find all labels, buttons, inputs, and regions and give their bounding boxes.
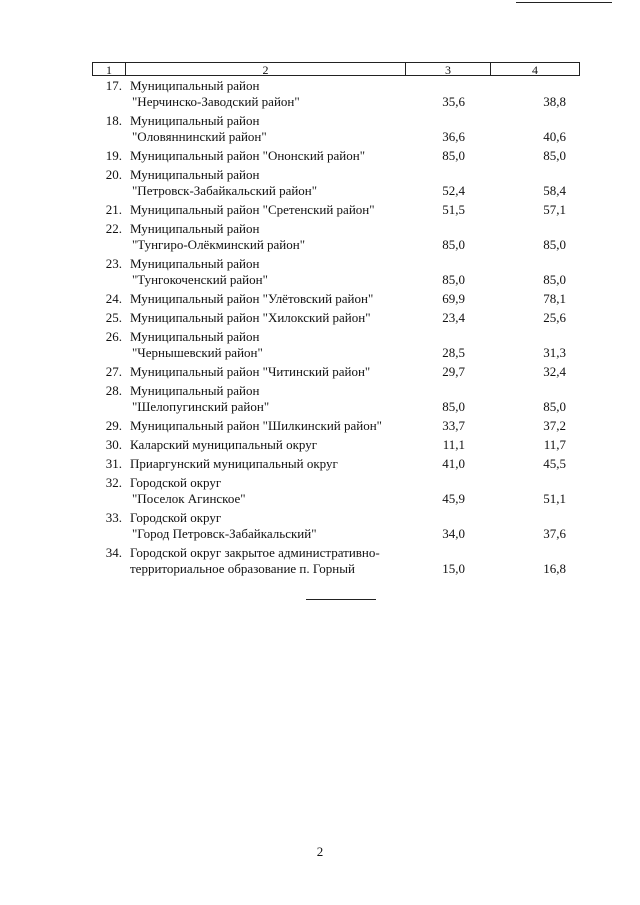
row-name <box>130 475 410 507</box>
row-name-line: Муниципальный район <box>130 256 260 271</box>
table-row <box>92 256 580 288</box>
table-row <box>92 437 580 453</box>
row-name-line: Муниципальный район <box>130 329 260 344</box>
row-value-col3: 11,1 <box>442 437 465 452</box>
row-name-line: Городской округ закрытое административно- <box>130 545 380 560</box>
row-value-col4: 85,0 <box>543 237 566 252</box>
row-value-col4: 58,4 <box>543 183 566 198</box>
table-row <box>92 329 580 361</box>
row-value-col4: 85,0 <box>543 399 566 414</box>
table-row <box>92 78 580 110</box>
row-name-line: "Чернышевский район" <box>132 345 263 360</box>
row-name <box>130 167 410 199</box>
row-name-line: Муниципальный район "Хилокский район" <box>130 310 371 325</box>
row-number: 20. <box>105 167 122 182</box>
row-number: 26. <box>105 329 122 344</box>
row-value-col4: 45,5 <box>543 456 566 471</box>
row-name-line: "Петровск-Забайкальский район" <box>132 183 318 198</box>
row-name-line: Городской округ <box>130 475 222 490</box>
row-value-col3: 69,9 <box>442 291 465 306</box>
row-name <box>130 113 410 145</box>
table-row <box>92 364 580 380</box>
row-value-col4: 37,6 <box>543 526 566 541</box>
row-value-col3: 41,0 <box>442 456 465 471</box>
table-row <box>92 475 580 507</box>
row-number: 31. <box>105 456 122 471</box>
row-value-col3: 34,0 <box>442 526 465 541</box>
row-value-col4: 31,3 <box>543 345 566 360</box>
row-value-col3: 45,9 <box>442 491 465 506</box>
row-name <box>130 364 410 380</box>
row-name-line: Муниципальный район <box>130 221 260 236</box>
page-number: 2 <box>316 844 324 859</box>
table-row <box>92 291 580 307</box>
row-name-line: Муниципальный район "Шилкинский район" <box>130 418 382 433</box>
header-col-4: 4 <box>532 63 538 77</box>
table-row <box>92 148 580 164</box>
row-number: 32. <box>105 475 122 490</box>
row-value-col3: 85,0 <box>442 148 465 163</box>
row-number: 23. <box>105 256 122 271</box>
header-col-3: 3 <box>406 63 491 75</box>
row-number: 25. <box>105 310 122 325</box>
table-row <box>92 113 580 145</box>
row-name <box>130 291 410 307</box>
row-value-col4: 85,0 <box>543 148 566 163</box>
row-value-col4: 57,1 <box>543 202 566 217</box>
row-number: 21. <box>105 202 122 217</box>
row-number: 17. <box>105 78 122 93</box>
row-name <box>130 383 410 415</box>
row-name-line: Муниципальный район "Сретенский район" <box>130 202 375 217</box>
top-rule <box>516 2 612 3</box>
row-name-line: "Тунгокоченский район" <box>132 272 268 287</box>
row-name-line: Каларский муниципальный округ <box>130 437 318 452</box>
table-row <box>92 545 580 577</box>
row-name-line: "Поселок Агинское" <box>132 491 246 506</box>
table-row <box>92 383 580 415</box>
row-name-line: "Шелопугинский район" <box>132 399 270 414</box>
row-name-line: Приаргунский муниципальный округ <box>130 456 338 471</box>
table-header <box>92 62 580 76</box>
row-name <box>130 418 410 434</box>
header-col-1: 1 <box>93 63 126 75</box>
row-number: 30. <box>105 437 122 452</box>
row-name-line: Городской округ <box>130 510 222 525</box>
row-number: 24. <box>105 291 122 306</box>
row-name <box>130 256 410 288</box>
row-name-line: "Оловяннинский район" <box>132 129 267 144</box>
row-name <box>130 221 410 253</box>
row-number: 22. <box>105 221 122 236</box>
row-name-line: Муниципальный район <box>130 167 260 182</box>
row-name <box>130 78 410 110</box>
table-row <box>92 418 580 434</box>
row-name <box>130 310 410 326</box>
row-name-line: Муниципальный район "Улётовский район" <box>130 291 374 306</box>
row-value-col3: 36,6 <box>442 129 465 144</box>
row-name-line: Муниципальный район <box>130 78 260 93</box>
table-row <box>92 167 580 199</box>
row-name-line: территориальное образование п. Горный <box>130 561 355 576</box>
row-name <box>130 510 410 542</box>
row-name-line: Муниципальный район "Читинский район" <box>130 364 371 379</box>
row-value-col3: 85,0 <box>442 399 465 414</box>
row-name <box>130 456 410 472</box>
table-row <box>92 221 580 253</box>
row-name-line: Муниципальный район <box>130 113 260 128</box>
row-number: 33. <box>105 510 122 525</box>
row-name-line: Муниципальный район "Ононский район" <box>130 148 366 163</box>
header-col-2: 2 <box>126 63 406 75</box>
row-number: 27. <box>105 364 122 379</box>
row-value-col4: 78,1 <box>543 291 566 306</box>
row-name <box>130 202 410 218</box>
row-value-col4: 40,6 <box>543 129 566 144</box>
row-name <box>130 437 410 453</box>
row-value-col3: 85,0 <box>442 272 465 287</box>
row-value-col4: 11,7 <box>543 437 566 452</box>
row-value-col3: 85,0 <box>442 237 465 252</box>
row-number: 28. <box>105 383 122 398</box>
row-value-col3: 51,5 <box>442 202 465 217</box>
row-value-col4: 25,6 <box>543 310 566 325</box>
end-rule <box>306 599 376 600</box>
table-row <box>92 202 580 218</box>
row-name-line: "Нерчинско-Заводский район" <box>132 94 300 109</box>
row-name <box>130 148 410 164</box>
row-name-line: Муниципальный район <box>130 383 260 398</box>
row-value-col3: 29,7 <box>442 364 465 379</box>
row-number: 34. <box>105 545 122 560</box>
row-value-col3: 28,5 <box>442 345 465 360</box>
row-name <box>130 329 410 361</box>
table-row <box>92 510 580 542</box>
row-name-line: "Тунгиро-Олёкминский район" <box>132 237 306 252</box>
row-name-line: "Город Петровск-Забайкальский" <box>132 526 317 541</box>
row-number: 18. <box>105 113 122 128</box>
row-value-col4: 38,8 <box>543 94 566 109</box>
row-value-col3: 33,7 <box>442 418 465 433</box>
row-value-col3: 23,4 <box>442 310 465 325</box>
row-number: 29. <box>105 418 122 433</box>
table-row <box>92 310 580 326</box>
row-value-col4: 85,0 <box>543 272 566 287</box>
row-name <box>130 545 410 577</box>
row-value-col4: 37,2 <box>543 418 566 433</box>
row-value-col4: 51,1 <box>543 491 566 506</box>
row-value-col3: 35,6 <box>442 94 465 109</box>
row-value-col3: 52,4 <box>442 183 465 198</box>
row-value-col4: 16,8 <box>543 561 566 576</box>
row-value-col4: 32,4 <box>543 364 566 379</box>
table-row <box>92 456 580 472</box>
row-value-col3: 15,0 <box>442 561 465 576</box>
row-number: 19. <box>105 148 122 163</box>
